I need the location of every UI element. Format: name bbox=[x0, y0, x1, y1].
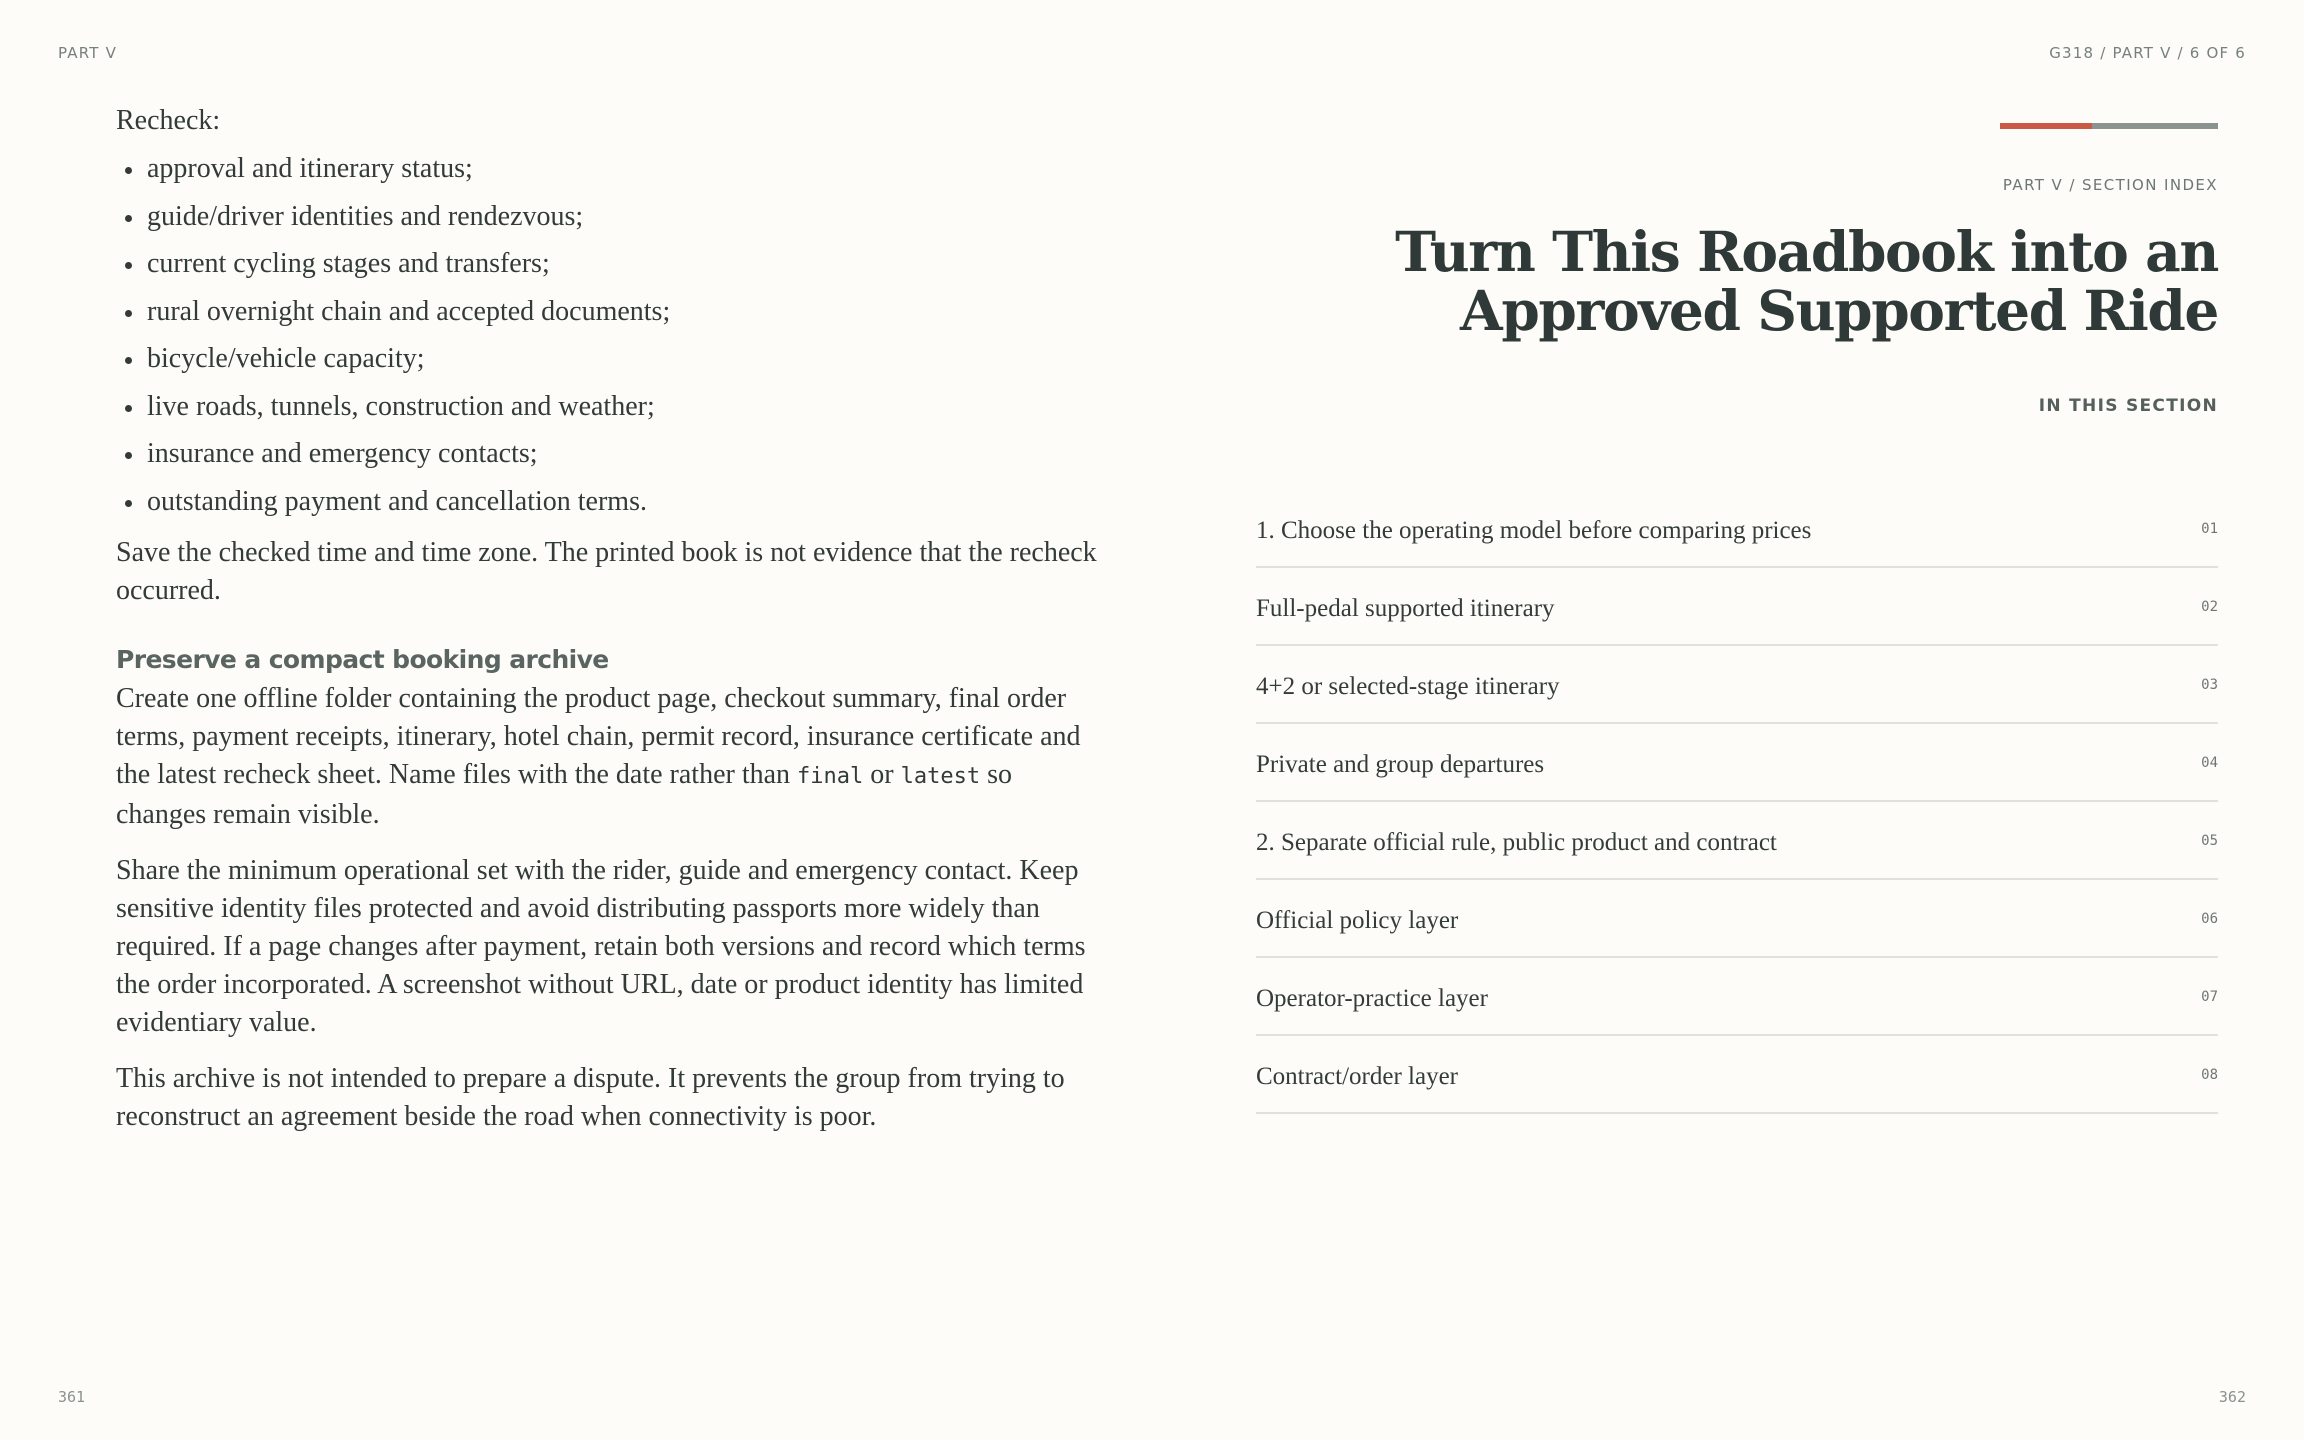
toc-item-full-pedal[interactable] bbox=[1256, 568, 2218, 646]
toc-item-operator-practice[interactable] bbox=[1256, 958, 2218, 1036]
archive-paragraph bbox=[116, 680, 1106, 834]
page-number-right: 362 bbox=[2218, 1388, 2246, 1406]
section-title bbox=[1218, 219, 2218, 343]
toc-item-label: 1. Choose the operating model before comparing prices bbox=[1256, 517, 1812, 544]
toc-item-label: Full-pedal supported itinerary bbox=[1256, 595, 1555, 622]
toc-item-number: 05 bbox=[2201, 833, 2218, 849]
archive-joiner: or bbox=[870, 758, 894, 790]
toc-item-number: 07 bbox=[2201, 989, 2218, 1005]
toc-item-label: Contract/order layer bbox=[1256, 1063, 1458, 1090]
toc-item-number: 03 bbox=[2201, 677, 2218, 693]
toc-item-operating-model[interactable] bbox=[1256, 490, 2218, 568]
toc-item-contract-order[interactable] bbox=[1256, 1036, 2218, 1114]
toc-item-number: 08 bbox=[2201, 1067, 2218, 1083]
toc-item-separate-rules[interactable] bbox=[1256, 802, 2218, 880]
section-kicker: PART V / SECTION INDEX bbox=[2002, 176, 2218, 194]
recheck-intro: Recheck: bbox=[116, 105, 221, 136]
toc-item-number: 04 bbox=[2201, 755, 2218, 771]
code-final: final bbox=[797, 763, 864, 789]
section-title-line-2: Approved Supported Ride bbox=[1460, 278, 2218, 343]
toc-item-label: Official policy layer bbox=[1256, 907, 1459, 934]
list-item: outstanding payment and cancellation terms. bbox=[116, 483, 1106, 521]
left-page bbox=[116, 102, 1106, 1154]
toc-item-label: 4+2 or selected-stage itinerary bbox=[1256, 673, 1560, 700]
accent-bar bbox=[2000, 123, 2218, 129]
toc-item-label: 2. Separate official rule, public product and contract bbox=[1256, 829, 1777, 856]
list-item: approval and itinerary status; bbox=[116, 150, 1106, 188]
running-head-left: PART V bbox=[58, 44, 118, 62]
list-item: insurance and emergency contacts; bbox=[116, 435, 1106, 473]
save-paragraph: Save the checked time and time zone. The printed book is not evidence that the recheck occurred. bbox=[116, 536, 1097, 606]
running-head-right: G318 / PART V / 6 OF 6 bbox=[2049, 44, 2246, 62]
list-item: live roads, tunnels, construction and weather; bbox=[116, 388, 1106, 426]
list-item: bicycle/vehicle capacity; bbox=[116, 340, 1106, 378]
recheck-checklist bbox=[116, 150, 1106, 521]
share-paragraph: Share the minimum operational set with the rider, guide and emergency contact. Keep sensitive identity files protected and avoid distributing passports more widely than required. If a page changes after payment, retain both versions and record which terms the order incorporated. A screenshot without URL, date or product identity has limited evidentiary value. bbox=[116, 854, 1086, 1038]
list-item: current cycling stages and transfers; bbox=[116, 245, 1106, 283]
closing-paragraph: This archive is not intended to prepare a dispute. It prevents the group from trying to reconstruct an agreement beside the road when connectivity is poor. bbox=[116, 1062, 1065, 1132]
accent-bar-red-segment bbox=[2000, 123, 2092, 129]
archive-text: Create one offline folder containing the product page, checkout summary, final order terms, payment receipts, itinerary, hotel chain, permit record, insurance certificate and the latest recheck sheet. Name files with the date rather than bbox=[116, 682, 1081, 790]
toc-item-selected-stage[interactable] bbox=[1256, 646, 2218, 724]
list-item: rural overnight chain and accepted documents; bbox=[116, 293, 1106, 331]
section-index bbox=[1256, 490, 2218, 1114]
toc-item-number: 01 bbox=[2201, 521, 2218, 537]
section-title-line-1: Turn This Roadbook into an bbox=[1395, 219, 2218, 284]
toc-item-number: 06 bbox=[2201, 911, 2218, 927]
toc-item-official-policy[interactable] bbox=[1256, 880, 2218, 958]
toc-item-number: 02 bbox=[2201, 599, 2218, 615]
in-this-section-label: IN THIS SECTION bbox=[2038, 396, 2218, 416]
accent-bar-gray-segment bbox=[2092, 123, 2218, 129]
list-item: guide/driver identities and rendezvous; bbox=[116, 198, 1106, 236]
toc-item-label: Private and group departures bbox=[1256, 751, 1545, 778]
page-number-left: 361 bbox=[58, 1388, 86, 1406]
code-latest: latest bbox=[900, 763, 981, 789]
archive-tail: so changes remain visible. bbox=[116, 758, 1012, 830]
toc-item-departures[interactable] bbox=[1256, 724, 2218, 802]
toc-item-label: Operator-practice layer bbox=[1256, 985, 1488, 1012]
archive-subheading: Preserve a compact booking archive bbox=[116, 644, 609, 674]
